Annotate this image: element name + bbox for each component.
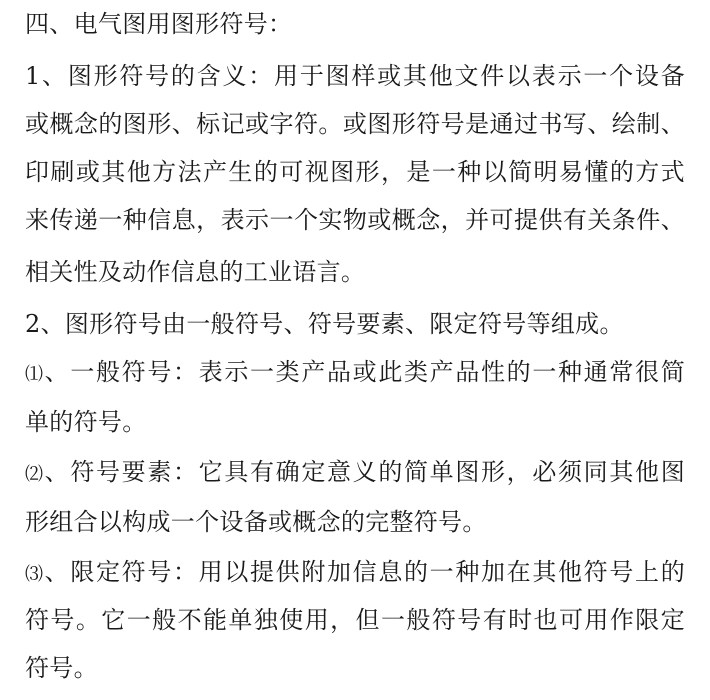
sub1-text-1: 、一般符号：表示一类产品或此类产品性的一种通常很简 <box>44 358 685 386</box>
sub3-line-1 <box>25 552 685 587</box>
sub2-line-1 <box>25 452 685 487</box>
sub1-line-1 <box>25 352 685 387</box>
sub3-line-2: 符号。它一般不能单独使用，但一般符号有时也可用作限定 <box>25 606 685 634</box>
sub3-line-3: 符号。 <box>25 654 98 682</box>
sub2-marker: ⑵ <box>25 464 45 485</box>
section-heading: 四、电气图用图形符号： <box>25 10 293 38</box>
item1-line-2: 或概念的图形、标记或字符。或图形符号是通过书写、绘制、 <box>25 110 685 138</box>
item1-line-4: 来传递一种信息，表示一个实物或概念，并可提供有关条件、 <box>25 206 685 234</box>
item1-line-1: 1、图形符号的含义：用于图样或其他文件以表示一个设备 <box>25 62 685 90</box>
sub3-text-1: 、限定符号：用以提供附加信息的一种加在其他符号上的 <box>44 558 685 586</box>
sub2-text-1: 、符号要素：它具有确定意义的简单图形，必须同其他图 <box>44 458 685 486</box>
sub1-marker: ⑴ <box>25 364 45 385</box>
item1-line-3: 印刷或其他方法产生的可视图形，是一种以简明易懂的方式 <box>25 158 685 186</box>
item1-line-5: 相关性及动作信息的工业语言。 <box>25 258 366 286</box>
item2-line-1: 2、图形符号由一般符号、符号要素、限定符号等组成。 <box>25 310 624 338</box>
sub2-line-2: 形组合以构成一个设备或概念的完整符号。 <box>25 508 487 536</box>
sub3-marker: ⑶ <box>25 564 45 585</box>
sub1-line-2: 单的符号。 <box>25 408 147 436</box>
